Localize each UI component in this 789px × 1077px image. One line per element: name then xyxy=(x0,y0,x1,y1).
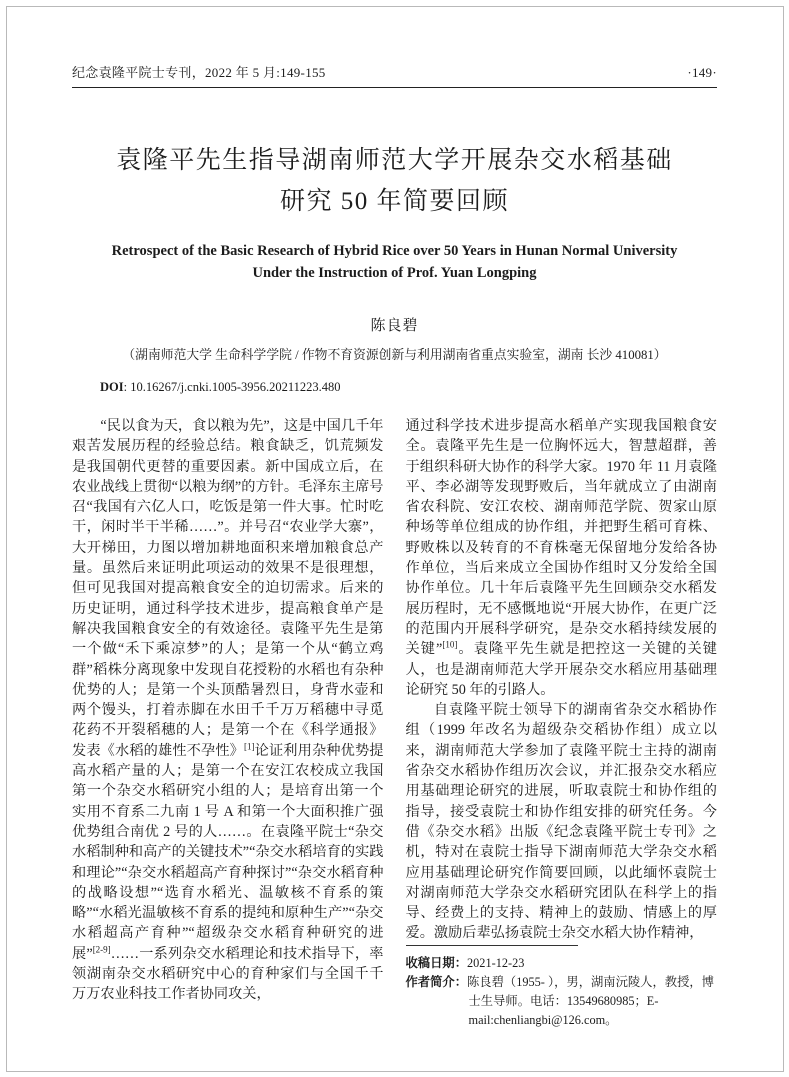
text-segment: “民以食为天，食以粮为先”，这是中国几千年艰苦发展历程的经验总结。粮食缺乏，饥荒频发是我国朝代更替的重要因素。新中国成立后，在农业战线上贯彻“以粮为纲”的方针。毛泽东主席号召“我国有六亿人口，吃饭是第一件大事。忙时吃干，闲时半干半稀……”。并号召“农业学大寨”，大开梯田，力图以增加耕地面积来增加粮食总产量。虽然后来证明此项运动的效果不是很理想，但可见我国对提高粮食安全的迫切需求。后来的历史证明，通过科学技术进步，提高粮食单产是解决我国粮食安全的有效途径。袁隆平先生是第一个做“禾下乘凉梦”的人；是第一个从“鹤立鸡群”稻株分离现象中发现自花授粉的水稻也有杂种优势的人；是第一个头顶酷暑烈日，身背水壶和两个馒头，打着赤脚在水田千千万万稻穗中寻觅花药不开裂稻穗的人；是第一个在《科学通报》发表《水稻的雄性不孕性》 xyxy=(72,418,384,759)
paragraph xyxy=(406,700,718,944)
article-title-english xyxy=(72,240,717,284)
journal-issue-info: 纪念袁隆平院士专刊，2022 年 5 月:149-155 xyxy=(72,65,326,80)
footnote-block xyxy=(406,945,718,1030)
doi-value: : 10.16267/j.cnki.1005-3956.20211223.480 xyxy=(123,380,341,394)
left-column xyxy=(72,416,384,1030)
text-segment: 自袁隆平院士领导下的湖南省杂交水稻协作组（1999 年改名为超级杂交稻协作组）成立以来，湖南师范大学参加了袁隆平院士主持的湖南省杂交水稻协作组历次会议，并汇报杂交水稻应用基础理论研究的进展，听取袁院士和协作组的指导，接受袁院士和协作组安排的研究任务。今借《杂交水稻》出版《纪念袁隆平院士专刊》之机，特对在袁院士指导下湖南师范大学杂交水稻应用基础理论研究作简要回顾，以此缅怀袁院士对湖南师范大学杂交水稻研究团队在科学上的指导、经费上的支持、精神上的鼓励、情感上的厚爱。激励后辈弘扬袁院士杂交水稻大协作精神， xyxy=(405,702,717,942)
reference-superscript: [10] xyxy=(442,639,458,650)
article-body xyxy=(72,416,717,1030)
author-name: 陈良碧 xyxy=(370,318,419,334)
author-bio-value: 陈良碧（1955- ），男，湖南沅陵人，教授，博士生导师。电话：13549680985；E-mail:chenliangbi@126.com。 xyxy=(467,975,714,1027)
title-line-1: 袁隆平先生指导湖南师范大学开展杂交水稻基础 xyxy=(116,147,673,174)
footnote-rule xyxy=(406,945,578,946)
running-head xyxy=(72,0,717,81)
reference-superscript: [2-9] xyxy=(92,943,111,954)
text-segment: ……一系列杂交水稻理论和技术指导下，率领湖南杂交水稻研究中心的育种家们与全国千千万万农业科技工作者协同攻关， xyxy=(72,945,384,1003)
author-bio-label: 作者简介： xyxy=(405,975,467,989)
title-line-2: 研究 50 年简要回顾 xyxy=(279,188,509,215)
author-bio-line xyxy=(406,973,718,1030)
text-segment: 。袁隆平先生就是把控这一关键的关键人，也是湖南师范大学开展杂交水稻应用基础理论研究 50 年的引路人。 xyxy=(405,641,717,698)
article-title-chinese xyxy=(72,140,717,222)
text-segment: 论证利用杂种优势提高水稻产量的人；是第一个在安江农校成立我国第一个杂交水稻研究小组的人；是培育出第一个实用不育系二九南 1 号 A 和第一个大面积推广强优势组合南优 2 号的人……。在袁隆平院士“杂交水稻制种和高产的关键技术”“杂交水稻培育的实践和理论”“杂交水稻超高产育种探讨”“杂交水稻育种的战略设想”“选育水稻光、温敏核不育系的策略”“水稻光温敏核不育系的提纯和原种生产”“杂交水稻超高产育种”“超级杂交水稻育种研究的进展” xyxy=(72,742,384,962)
doi-label: DOI xyxy=(100,380,124,394)
page-number: ·149· xyxy=(687,65,717,80)
paragraph xyxy=(72,416,384,1005)
received-date-line xyxy=(406,954,718,973)
text-segment: 通过科学技术进步提高水稻单产实现我国粮食安全。袁隆平先生是一位胸怀远大，智慧超群，善于组织科研大协作的科学大家。1970 年 11 月袁隆平、李必湖等发现野败后，当年就成立了由湖南省农科院、安江农校、湖南师范学院、贺家山原种场等单位组成的协作组，并把野生稻可育株、野败株以及转育的不育株毫无保留地分发给各协作单位，当后来成立全国协作组时又分发给全国协作单位。几十年后袁隆平先生回顾杂交水稻发展历程时，无不感慨地说“开展大协作，在更广泛的范围内开展科学研究，是杂交水稻持续发展的关键” xyxy=(405,418,717,658)
reference-superscript: [1] xyxy=(243,741,255,752)
doi-line xyxy=(72,380,717,395)
english-title-line-2: Under the Instruction of Prof. Yuan Longping xyxy=(252,265,537,281)
paragraph xyxy=(406,416,718,700)
header-rule xyxy=(72,87,717,88)
received-date-value: 2021-12-23 xyxy=(467,956,525,970)
received-date-label: 收稿日期： xyxy=(405,956,467,970)
author-affiliation: （湖南师范大学 生命科学学院 / 作物不育资源创新与利用湖南省重点实验室，湖南 长沙 410081） xyxy=(122,348,667,362)
english-title-line-1: Retrospect of the Basic Research of Hybrid Rice over 50 Years in Hunan Normal University xyxy=(111,243,678,259)
right-column-text xyxy=(406,416,718,944)
right-column xyxy=(406,416,718,1030)
